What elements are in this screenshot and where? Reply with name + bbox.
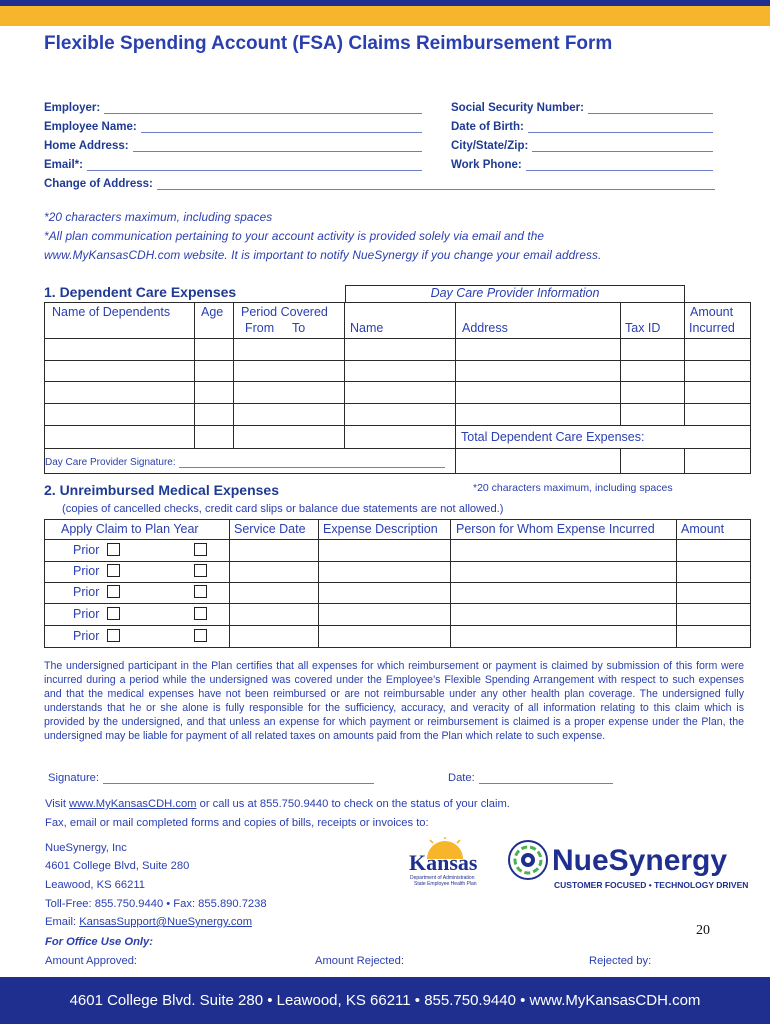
employer-line [104, 102, 422, 114]
employee-name-label: Employee Name: [44, 121, 137, 133]
med-row-2-prior-label: Prior [73, 564, 100, 578]
col-description-label: Expense Description [323, 522, 438, 536]
work-phone-line [526, 159, 713, 171]
dep-row-1-address[interactable] [455, 338, 621, 361]
dep-row-3-address[interactable] [455, 381, 621, 404]
top-gold-bar [0, 6, 770, 26]
dob-line [528, 121, 713, 133]
sig-row-address[interactable] [455, 448, 621, 474]
sig-row-amount[interactable] [684, 448, 751, 474]
dob-label: Date of Birth: [451, 121, 524, 133]
note-communication-1: *All plan communication pertaining to your account activity is provided solely via email and the [44, 229, 545, 243]
dep-row-5-name[interactable] [344, 425, 456, 449]
med-row-2-service-date[interactable] [229, 561, 319, 583]
dep-row-3-dependent[interactable] [44, 381, 195, 404]
medical-heading: 2. Unreimbursed Medical Expenses [44, 482, 279, 498]
employer-label: Employer: [44, 102, 101, 114]
visit-suffix: or call us at 855.750.9440 to check on the status of your claim. [196, 798, 510, 810]
dep-row-5-age[interactable] [194, 425, 234, 449]
provider-signature-label: Day Care Provider Signature: [45, 457, 176, 468]
med-row-3-service-date[interactable] [229, 582, 319, 604]
dep-row-3-name[interactable] [344, 381, 456, 404]
kansas-logo [405, 837, 485, 889]
home-address-line [133, 140, 422, 152]
dep-row-4-address[interactable] [455, 403, 621, 426]
nuesynergy-tagline: CUSTOMER FOCUSED • TECHNOLOGY DRIVEN [554, 880, 749, 890]
email-field[interactable] [44, 155, 422, 171]
med-row-2-amount[interactable] [676, 561, 751, 583]
email-label: Email*: [44, 159, 83, 171]
med-row-2-current-checkbox[interactable] [194, 564, 207, 577]
medical-char-note: *20 characters maximum, including spaces [473, 482, 673, 494]
col-address-label: Address [462, 321, 508, 335]
dep-row-4-taxid[interactable] [620, 403, 685, 426]
dep-row-3-period[interactable] [233, 381, 345, 404]
note-char-limit: *20 characters maximum, including spaces [44, 210, 273, 224]
dep-row-2-amount[interactable] [684, 360, 751, 382]
sig-row-taxid[interactable] [620, 448, 685, 474]
med-row-2-prior-checkbox[interactable] [107, 564, 120, 577]
dep-row-1-dependent[interactable] [44, 338, 195, 361]
col-to-label: To [292, 321, 306, 335]
dep-row-4-period[interactable] [233, 403, 345, 426]
med-row-3-current-checkbox[interactable] [194, 585, 207, 598]
med-row-1-prior-checkbox[interactable] [107, 543, 120, 556]
kansas-sunflower-icon [405, 837, 485, 889]
med-row-4-prior-label: Prior [73, 607, 100, 621]
change-of-address-line [157, 178, 715, 190]
date-line [479, 772, 613, 784]
dep-row-1-taxid[interactable] [620, 338, 685, 361]
home-address-field[interactable] [44, 136, 422, 152]
col-dependents-label: Name of Dependents [52, 305, 171, 319]
mykansascdh-link[interactable]: www.MyKansasCDH.com [69, 798, 197, 810]
dep-row-3-age[interactable] [194, 381, 234, 404]
work-phone-field[interactable] [451, 155, 713, 171]
col-plan-year-label: Apply Claim to Plan Year [61, 522, 199, 536]
dep-row-5-dependent[interactable] [44, 425, 195, 449]
employer-field[interactable] [44, 98, 422, 114]
dep-row-1-name[interactable] [344, 338, 456, 361]
col-amount-label-2: Incurred [689, 321, 735, 335]
date-label: Date: [448, 772, 475, 784]
dep-row-4-amount[interactable] [684, 403, 751, 426]
ssn-label: Social Security Number: [451, 102, 584, 114]
med-row-3-amount[interactable] [676, 582, 751, 604]
office-use-heading: For Office Use Only: [45, 936, 153, 948]
contact-phones: Toll-Free: 855.750.9440 • Fax: 855.890.7238 [45, 898, 267, 910]
fax-instructions: Fax, email or mail completed forms and copies of bills, receipts or invoices to: [45, 817, 429, 829]
col-name-label: Name [350, 321, 384, 335]
med-row-1-prior-label: Prior [73, 543, 100, 557]
dep-row-4-age[interactable] [194, 403, 234, 426]
certification-text: The undersigned participant in the Plan certifies that all expenses for which reimbursement or payment is claimed by submission of this form were incurred during a period while the undersigned was covered under the Employee’s Flexible Spending Arrangement with respect to such expenses and that the medical expenses have not been reimbursed or are not reimbursable under any other health plan coverage. The undersigned fully understands that he or she alone is fully responsible for the sufficiency, accuracy, and veracity of all information relating to this claim which is provided by the undersigned, and that unless an expense for which payment or reimbursement is claimed is a proper expense under the Plan, the undersigned may be liable for payment of all related taxes on amounts paid from the Plan which relate to such expense. [44, 660, 744, 742]
dep-row-2-taxid[interactable] [620, 360, 685, 382]
med-row-5-service-date[interactable] [229, 625, 319, 648]
contact-email-line [45, 916, 252, 928]
nuesynergy-wordmark: NueSynergy [552, 844, 728, 877]
provider-info-label: Day Care Provider Information [430, 286, 600, 300]
col-person-label: Person for Whom Expense Incurred [456, 522, 655, 536]
dep-row-4-name[interactable] [344, 403, 456, 426]
med-row-1-amount[interactable] [676, 539, 751, 562]
footer-bar [0, 977, 770, 1024]
med-row-2-description[interactable] [318, 561, 451, 583]
med-row-4-person[interactable] [450, 603, 677, 626]
kansas-sub2: State Employee Health Plan [414, 881, 477, 887]
med-row-1-current-checkbox[interactable] [194, 543, 207, 556]
page-number: 20 [696, 923, 710, 938]
nuesynergy-globe-icon [506, 838, 751, 893]
med-row-5-description[interactable] [318, 625, 451, 648]
note-communication-2: www.MyKansasCDH.com website. It is important to notify NueSynergy if you change your email address. [44, 248, 602, 262]
contact-email-link[interactable]: KansasSupport@NueSynergy.com [79, 916, 253, 928]
date-field[interactable] [448, 772, 613, 784]
provider-signature-line [179, 458, 445, 468]
dep-row-2-address[interactable] [455, 360, 621, 382]
rejected-by-label: Rejected by: [589, 955, 652, 967]
med-row-5-amount[interactable] [676, 625, 751, 648]
med-row-4-amount[interactable] [676, 603, 751, 626]
med-row-1-description[interactable] [318, 539, 451, 562]
contact-city: Leawood, KS 66211 [45, 879, 145, 891]
col-taxid-label: Tax ID [625, 321, 661, 335]
dep-row-2-period[interactable] [233, 360, 345, 382]
dep-row-1-period[interactable] [233, 338, 345, 361]
col-amount-label-1: Amount [690, 305, 734, 319]
dep-row-2-name[interactable] [344, 360, 456, 382]
dep-row-3-amount[interactable] [684, 381, 751, 404]
visit-line [45, 798, 510, 810]
amount-rejected-label: Amount Rejected: [315, 955, 404, 967]
medical-copies-note: (copies of cancelled checks, credit card slips or balance due statements are not allowed.) [62, 503, 504, 515]
dep-row-4-dependent[interactable] [44, 403, 195, 426]
signature-label: Signature: [48, 772, 99, 784]
contact-email-prefix: Email: [45, 916, 80, 928]
contact-street: 4601 College Blvd, Suite 280 [45, 860, 190, 872]
col-age-label: Age [201, 305, 224, 319]
home-address-label: Home Address: [44, 140, 129, 152]
work-phone-label: Work Phone: [451, 159, 522, 171]
col-amount-label: Amount [681, 522, 725, 536]
med-row-5-prior-checkbox[interactable] [107, 629, 120, 642]
provider-signature-field [45, 457, 445, 468]
employee-name-line [141, 121, 422, 133]
dob-field[interactable] [451, 117, 713, 133]
med-row-3-description[interactable] [318, 582, 451, 604]
city-state-zip-label: City/State/Zip: [451, 140, 529, 152]
ssn-field[interactable] [451, 98, 713, 114]
med-row-4-description[interactable] [318, 603, 451, 626]
form-title: Flexible Spending Account (FSA) Claims Reimbursement Form [44, 33, 613, 54]
city-state-zip-line [532, 140, 713, 152]
med-row-5-current-checkbox[interactable] [194, 629, 207, 642]
signature-line [103, 772, 374, 784]
med-row-5-prior-label: Prior [73, 629, 100, 643]
ssn-line [588, 102, 713, 114]
dep-row-1-age[interactable] [194, 338, 234, 361]
change-of-address-field[interactable] [44, 174, 715, 190]
contact-name: NueSynergy, Inc [45, 842, 127, 854]
employee-name-field[interactable] [44, 117, 422, 133]
col-from-label: From [245, 321, 275, 335]
nuesynergy-logo [506, 838, 751, 893]
change-of-address-label: Change of Address: [44, 178, 153, 190]
med-row-1-person[interactable] [450, 539, 677, 562]
city-state-zip-field[interactable] [451, 136, 713, 152]
dep-row-5-period[interactable] [233, 425, 345, 449]
dep-row-2-age[interactable] [194, 360, 234, 382]
footer-text: 4601 College Blvd. Suite 280 • Leawood, KS 66211 • 855.750.9440 • www.MyKansasCDH.com [69, 992, 701, 1009]
visit-prefix: Visit [45, 798, 70, 810]
med-row-4-prior-checkbox[interactable] [107, 607, 120, 620]
med-row-4-current-checkbox[interactable] [194, 607, 207, 620]
med-row-4-service-date[interactable] [229, 603, 319, 626]
kansas-sub1: Department of Administration [410, 875, 475, 881]
med-row-2-person[interactable] [450, 561, 677, 583]
med-row-1-service-date[interactable] [229, 539, 319, 562]
signature-field[interactable] [48, 772, 374, 784]
email-line [87, 159, 422, 171]
total-dependent-care-label: Total Dependent Care Expenses: [461, 430, 645, 444]
col-period-label: Period Covered [241, 305, 328, 319]
med-row-3-prior-label: Prior [73, 585, 100, 599]
kansas-wordmark: Kansas [409, 850, 478, 875]
med-row-3-person[interactable] [450, 582, 677, 604]
dep-row-1-amount[interactable] [684, 338, 751, 361]
dep-row-2-dependent[interactable] [44, 360, 195, 382]
col-service-date-label: Service Date [234, 522, 306, 536]
dependent-care-heading: 1. Dependent Care Expenses [44, 284, 237, 300]
med-row-3-prior-checkbox[interactable] [107, 585, 120, 598]
amount-approved-label: Amount Approved: [45, 955, 138, 967]
med-row-5-person[interactable] [450, 625, 677, 648]
dep-row-3-taxid[interactable] [620, 381, 685, 404]
